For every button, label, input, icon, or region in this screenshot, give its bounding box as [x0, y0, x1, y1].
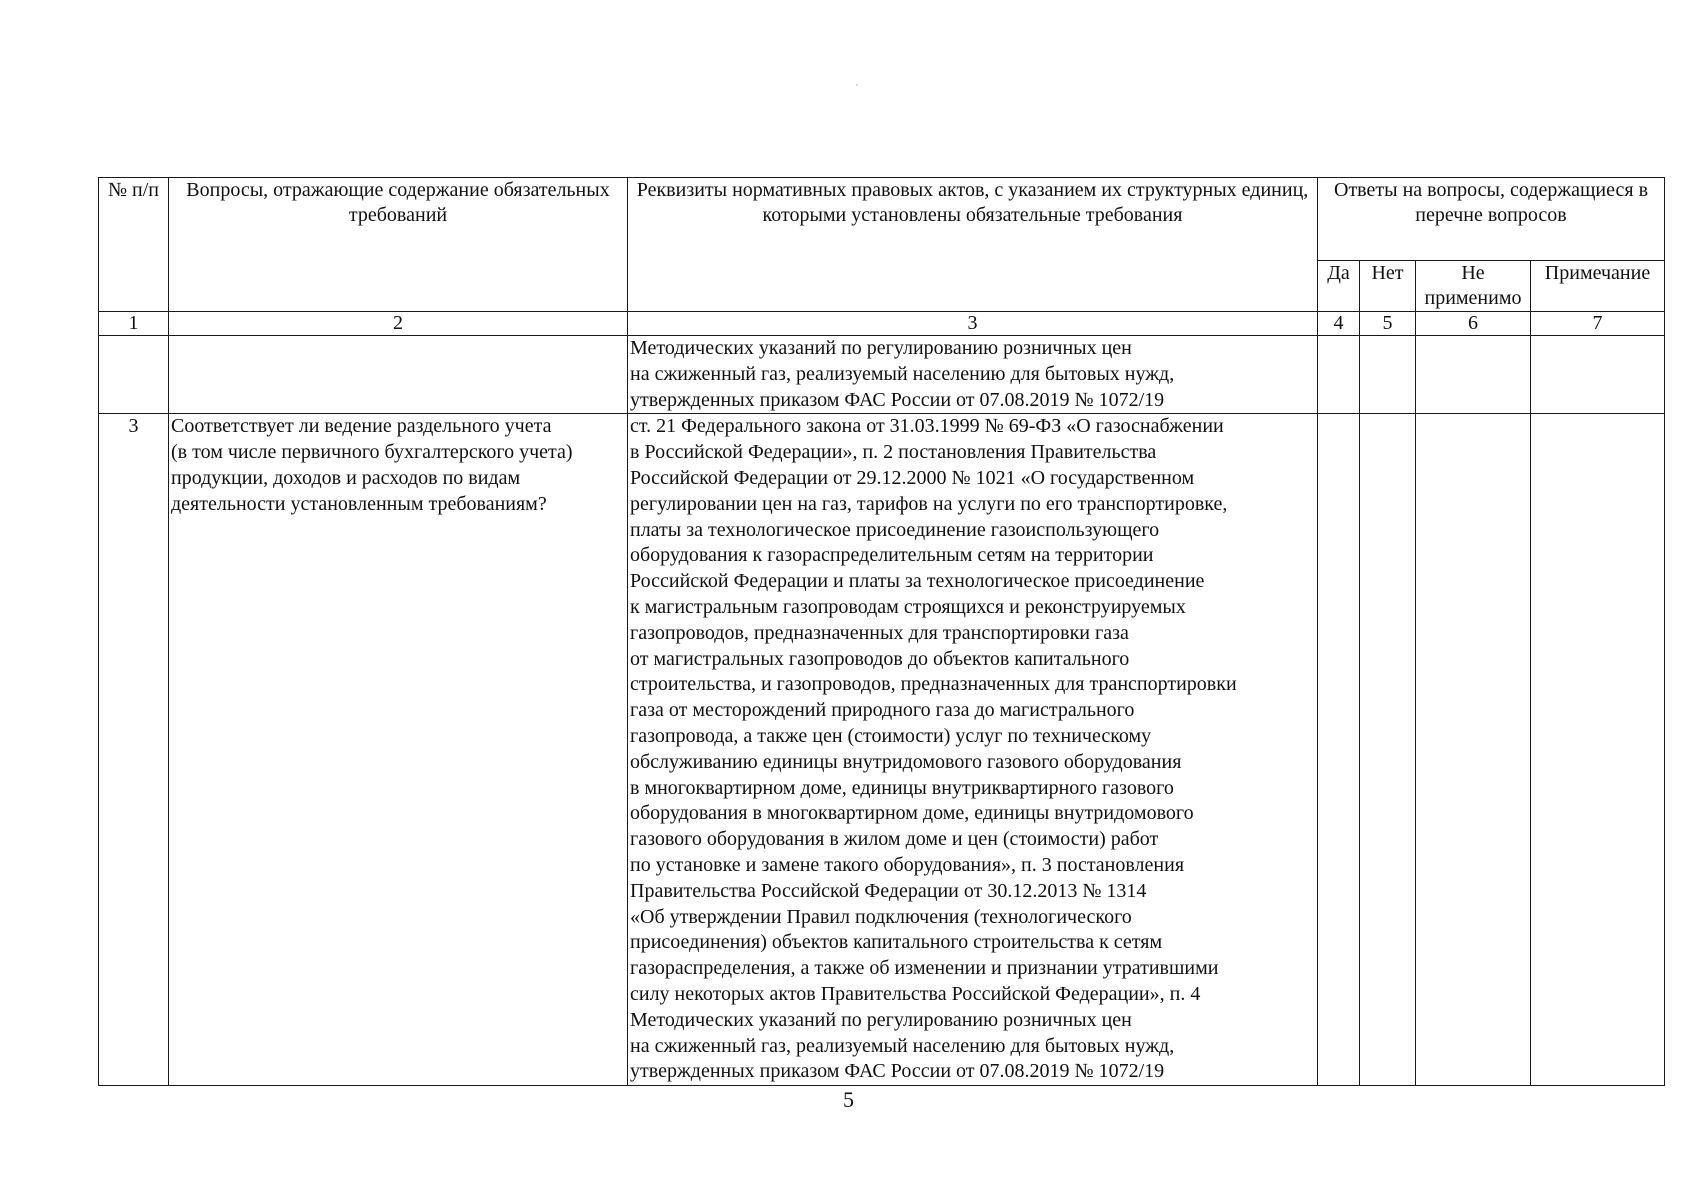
- cell-not-applicable: [1416, 336, 1531, 414]
- column-number-row: [99, 312, 1665, 336]
- cell-no: [1360, 414, 1416, 1086]
- requisites-line: к магистральным газопроводам строящихся и реконструируемых: [630, 595, 1186, 618]
- column-number: 3: [628, 312, 1318, 336]
- header-yes: Да: [1318, 261, 1360, 312]
- question-line: Соответствует ли ведение раздельного учета: [171, 415, 552, 438]
- requisites-line: платы за технологическое присоединение газоиспользующего: [630, 518, 1160, 541]
- header-not-applicable: Не применимо: [1416, 261, 1531, 312]
- requisites-line: Российской Федерации от 29.12.2000 № 1021 «О государственном: [630, 466, 1195, 489]
- column-number: 6: [1416, 312, 1531, 336]
- requisites-line: в многоквартирном доме, единицы внутриквартирного газового: [630, 776, 1174, 799]
- cell-no: [1360, 336, 1416, 414]
- requisites-line: регулировании цен на газ, тарифов на услуги по его транспортировке,: [630, 492, 1228, 515]
- question-line: продукции, доходов и расходов по видам: [171, 466, 521, 489]
- cell-note: [1531, 414, 1665, 1086]
- column-number: 2: [169, 312, 628, 336]
- requisites-line: ст. 21 Федерального закона от 31.03.1999 № 69-ФЗ «О газоснабжении: [630, 415, 1224, 438]
- cell-not-applicable: [1416, 414, 1531, 1086]
- requisites-line: газораспределения, а также об изменении и признании утратившими: [630, 957, 1219, 980]
- requisites-line: Методических указаний по регулированию розничных цен: [630, 1008, 1132, 1031]
- requisites-line: «Об утверждении Правил подключения (технологического: [630, 905, 1132, 928]
- checklist-table: [98, 177, 1665, 1086]
- scan-dot: [856, 84, 858, 86]
- header-questions: Вопросы, отражающие содержание обязательных требований: [169, 178, 628, 312]
- requisites-line: обслуживанию единицы внутридомового газового оборудования: [630, 750, 1182, 773]
- requisites-line: силу некоторых актов Правительства Российской Федерации», п. 4: [630, 982, 1201, 1005]
- requisites-line: Российской Федерации и платы за технологическое присоединение: [630, 570, 1205, 593]
- row-number: 3: [99, 414, 169, 1086]
- header-number: № п/п: [99, 178, 169, 312]
- requisites-line: присоединения) объектов капитального строительства к сетям: [630, 931, 1163, 954]
- requisites-line: газового оборудования в жилом доме и цен (стоимости) работ: [630, 828, 1159, 851]
- cell-question: [169, 414, 628, 1086]
- requisites-line: утвержденных приказом ФАС России от 07.08.2019 № 1072/19: [630, 1060, 1165, 1083]
- cell-yes: [1318, 414, 1360, 1086]
- requisites-line: оборудования в многоквартирном доме, единицы внутридомового: [630, 802, 1194, 825]
- requisites-line: Правительства Российской Федерации от 30.12.2013 № 1314: [630, 879, 1147, 902]
- header-answers: Ответы на вопросы, содержащиеся в перечне вопросов: [1318, 178, 1665, 261]
- requisites-line: оборудования к газораспределительным сетям на территории: [630, 544, 1154, 567]
- cell-yes: [1318, 336, 1360, 414]
- page-number: 5: [843, 1087, 854, 1112]
- requisites-line: от магистральных газопроводов до объектов капитального: [630, 647, 1130, 670]
- requisites-line: утвержденных приказом ФАС России от 07.08.2019 № 1072/19: [630, 388, 1165, 411]
- cell-requisites: [628, 336, 1318, 414]
- requisites-line: по установке и замене такого оборудования», п. 3 постановления: [630, 853, 1185, 876]
- header-note: Примечание: [1531, 261, 1665, 312]
- requisites-line: газа от месторождений природного газа до магистрального: [630, 699, 1135, 722]
- requisites-line: Методических указаний по регулированию розничных цен: [630, 337, 1132, 359]
- table-row: [99, 414, 1665, 1086]
- requisites-line: строительства, и газопроводов, предназначенных для транспортировки: [630, 673, 1237, 696]
- question-line: (в том числе первичного бухгалтерского учета): [171, 441, 573, 464]
- requisites-line: газопроводов, предназначенных для транспортировки газа: [630, 621, 1129, 644]
- column-number: 5: [1360, 312, 1416, 336]
- requisites-line: в Российской Федерации», п. 2 постановления Правительства: [630, 441, 1157, 464]
- cell-question-empty: [169, 336, 628, 414]
- continuation-row: [99, 336, 1665, 414]
- question-line: деятельности установленным требованиям?: [171, 492, 547, 515]
- column-number: 4: [1318, 312, 1360, 336]
- requisites-line: на сжиженный газ, реализуемый населению для бытовых нужд,: [630, 1034, 1175, 1057]
- header-requisites: Реквизиты нормативных правовых актов, с указанием их структурных единиц, которыми установлены обязательные требования: [628, 178, 1318, 312]
- requisites-line: газопровода, а также цен (стоимости) услуг по техническому: [630, 724, 1152, 747]
- header-no: Нет: [1360, 261, 1416, 312]
- cell-requisites: [628, 414, 1318, 1086]
- requisites-line: на сжиженный газ, реализуемый населению для бытовых нужд,: [630, 362, 1175, 385]
- cell-number-empty: [99, 336, 169, 414]
- column-number: 1: [99, 312, 169, 336]
- cell-note: [1531, 336, 1665, 414]
- column-number: 7: [1531, 312, 1665, 336]
